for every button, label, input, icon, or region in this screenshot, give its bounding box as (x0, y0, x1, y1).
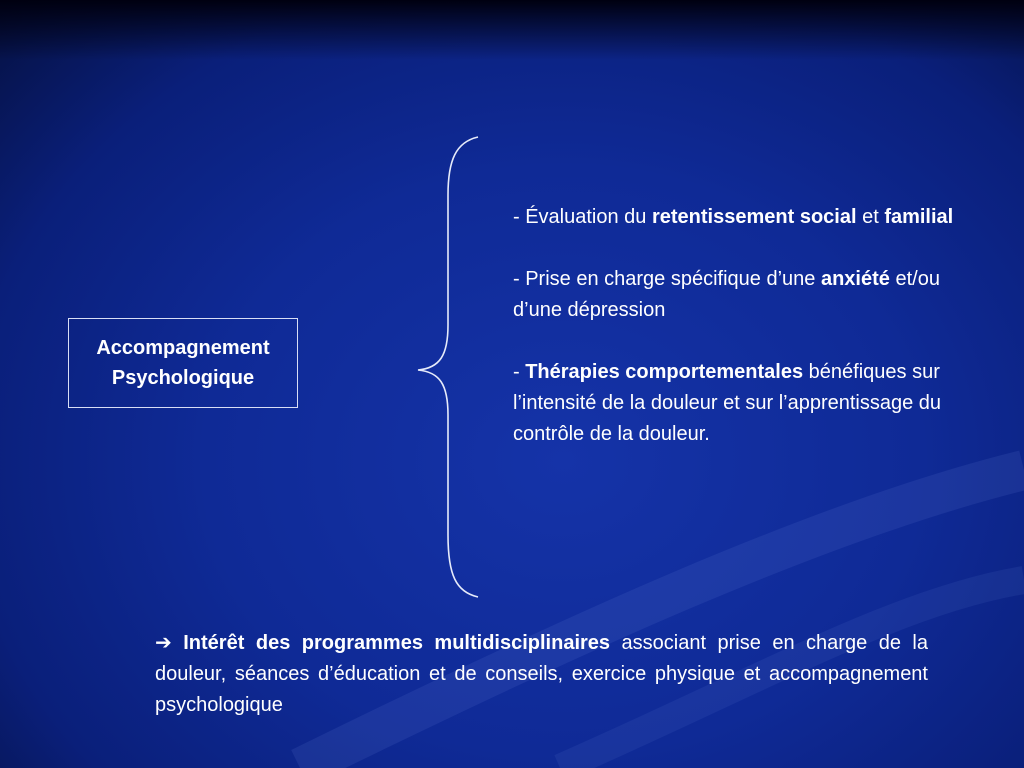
accompagnement-label-box (68, 318, 298, 408)
bullet-prise-en-charge (513, 264, 983, 326)
bullet-1-prefix: - Évaluation du (513, 206, 652, 228)
conclusion-rest: associant prise en charge de la douleur, séances d’éducation et de conseils, exercice physique et accompagnement psychologique (155, 632, 928, 716)
bullet-list (513, 202, 983, 450)
conclusion-paragraph (155, 628, 928, 721)
arrow-right-icon: ➔ (155, 632, 172, 654)
bullet-3-bold-therapies: Thérapies comportementales (525, 361, 804, 383)
bullet-1-mid: et (856, 206, 885, 228)
bullet-3-suffix: bénéfiques sur l’intensité de la douleur et sur l’apprentissage du contrôle de la douleur. (513, 361, 942, 445)
bullet-2-suffix: et/ou d’une dépression (513, 268, 940, 321)
label-line-1: Accompagnement (96, 337, 270, 359)
curly-brace (410, 130, 490, 605)
label-line-2: Psychologique (111, 367, 255, 389)
bullet-1-bold-familial: familial (884, 206, 954, 228)
bullet-therapies (513, 357, 983, 450)
bullet-2-prefix: - Prise en charge spécifique d’une (513, 268, 821, 290)
conclusion-bold: Intérêt des programmes multidisciplinaires (183, 632, 611, 654)
bullet-2-bold-anxiete: anxiété (820, 268, 890, 290)
bullet-3-prefix: - (513, 361, 526, 383)
bullet-1-bold-social: retentissement social (651, 206, 857, 228)
bullet-evaluation (513, 202, 983, 233)
